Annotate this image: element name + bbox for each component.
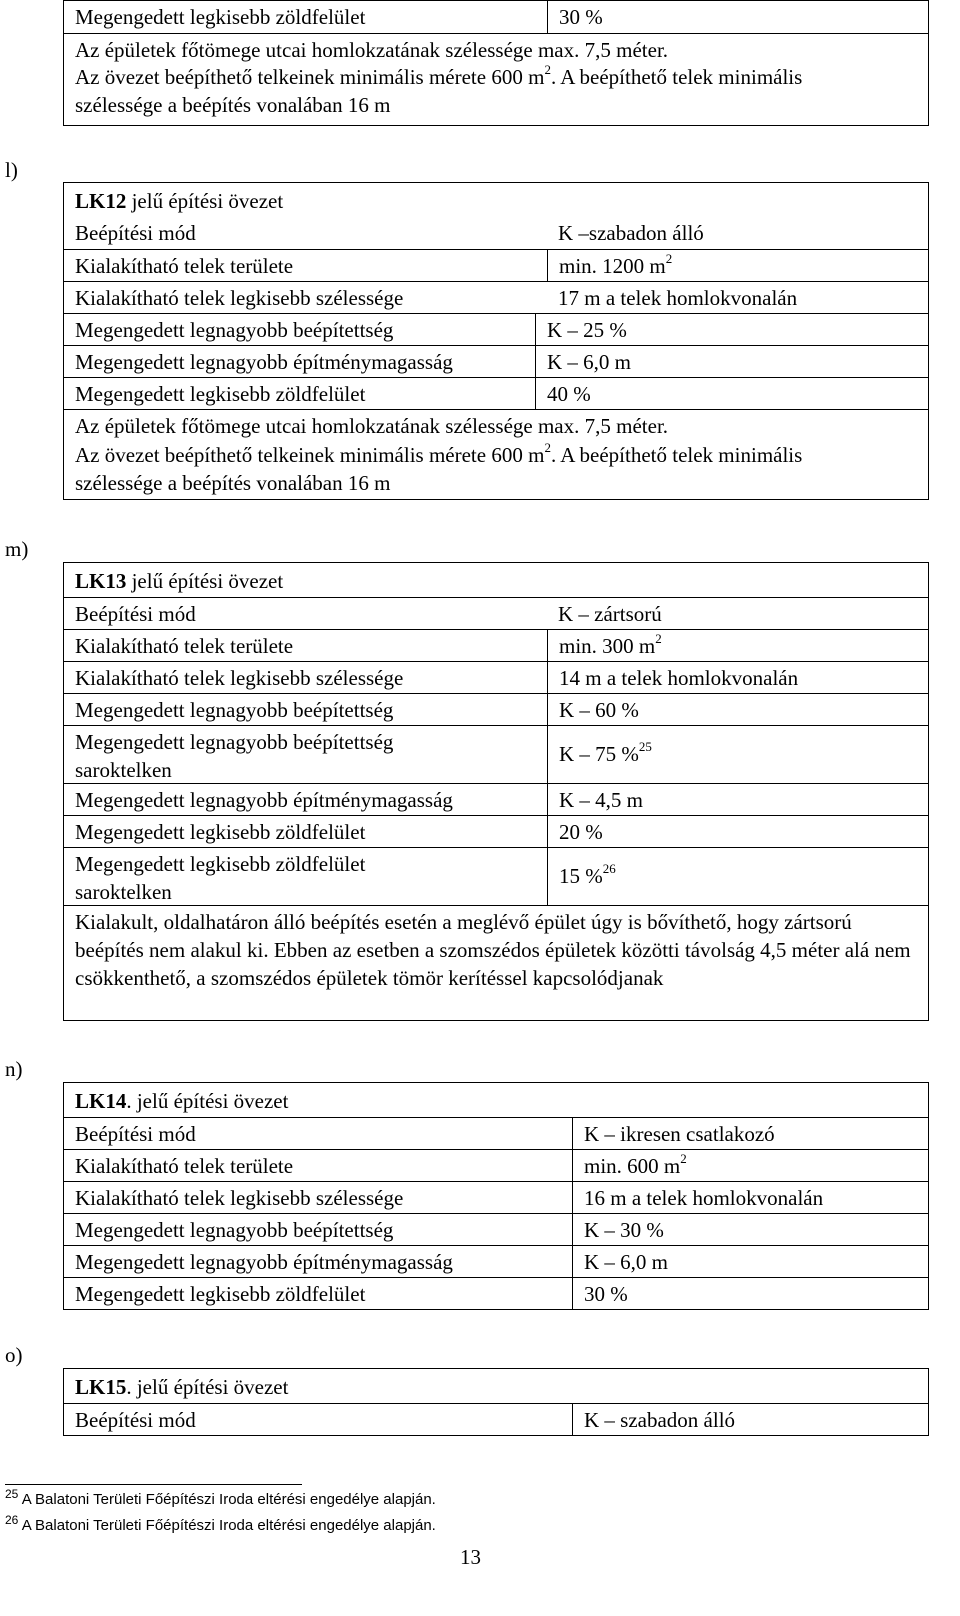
row-value: K – szabadon álló xyxy=(572,1404,928,1435)
row-value: 17 m a telek homlokvonalán xyxy=(558,286,798,310)
row-label: Megengedett legnagyobb beépítettség xyxy=(75,318,394,342)
row-label: Megengedett legkisebb zöldfelület saroktelken xyxy=(75,852,366,904)
row-value: K – 75 %$^{25}$ xyxy=(547,726,928,783)
table-row xyxy=(64,629,928,661)
table-row xyxy=(64,409,928,439)
table-row xyxy=(64,217,928,249)
table-row xyxy=(64,661,928,693)
row-label: Megengedett legnagyobb építménymagasság xyxy=(75,350,453,374)
row-label: Kialakítható telek területe xyxy=(75,254,294,278)
row-value: 20 % xyxy=(547,816,928,847)
table-row xyxy=(64,1213,928,1245)
row-value: K – 4,5 m xyxy=(547,784,928,815)
row-label: Megengedett legkisebb zöldfelület xyxy=(75,5,366,29)
row-value: 40 % xyxy=(535,378,928,409)
table-row xyxy=(64,597,928,629)
row-value: 30 % xyxy=(572,1278,928,1309)
row-value: K – zártsorú xyxy=(558,602,662,626)
row-value: 16 m a telek homlokvonalán xyxy=(572,1182,928,1213)
row-value: K –szabadon álló xyxy=(558,221,704,245)
table-lk15 xyxy=(63,1368,929,1436)
row-label: Megengedett legkisebb zöldfelület xyxy=(75,382,366,406)
table-row xyxy=(64,249,928,281)
row-value: min. 1200 $m^2$ xyxy=(547,250,928,281)
zone-title: LK12 jelű építési övezet xyxy=(75,189,284,213)
row-value: min. 600 $m^2$ xyxy=(572,1150,928,1181)
row-note: Kialakult, oldalhatáron álló beépítés esetén a meglévő épület úgy is bővíthető, hogy zártsorú beépítés nem alakul ki. Ebben az esetben a szomszédos épületek közötti távolság 4,5 méter alá nem csökkenthető, a szomszédos épületek tömör kerítéssel kapcsolódjanak xyxy=(75,910,911,990)
row-value: min. 300 $m^2$ xyxy=(547,630,928,661)
row-label: Megengedett legkisebb zöldfelület xyxy=(75,1282,366,1306)
table-prev-zone xyxy=(63,0,929,126)
row-label: Megengedett legnagyobb beépítettség saroktelken xyxy=(75,730,394,782)
zone-title: LK15. jelű építési övezet xyxy=(75,1375,289,1399)
row-value: K – 6,0 m xyxy=(572,1246,928,1277)
table-row xyxy=(64,693,928,725)
zone-title: LK13 jelű építési övezet xyxy=(75,569,284,593)
table-row xyxy=(64,313,928,345)
footnote-separator xyxy=(5,1484,302,1485)
table-title-row xyxy=(64,1083,928,1117)
table-row xyxy=(64,281,928,313)
table-row xyxy=(64,1,928,33)
footnote-25: $^{25}$ A Balatoni Területi Főépítészi Iroda eltérési engedélye alapján. xyxy=(5,1487,436,1508)
table-lk14 xyxy=(63,1082,929,1310)
table-row xyxy=(64,905,928,1020)
row-label: Kialakítható telek területe xyxy=(75,634,294,658)
table-row xyxy=(64,1149,928,1181)
table-row xyxy=(64,61,928,125)
item-label-l: l) xyxy=(5,158,18,182)
table-row xyxy=(64,783,928,815)
item-label-n: n) xyxy=(5,1057,23,1081)
table-title-row xyxy=(64,1369,928,1403)
row-label: Megengedett legnagyobb építménymagasság xyxy=(75,788,453,812)
table-row xyxy=(64,33,928,61)
table-title-row xyxy=(64,183,928,217)
row-label: Megengedett legnagyobb beépítettség xyxy=(75,1218,394,1242)
row-label: Megengedett legnagyobb beépítettség xyxy=(75,698,394,722)
row-note: Az övezet beépíthető telkeinek minimális mérete 600 $m^2$. A beépíthető telek minimális szélessége a beépítés vonalában 16 m xyxy=(75,62,803,117)
table-row xyxy=(64,725,928,783)
row-label: Beépítési mód xyxy=(75,1122,196,1146)
table-row xyxy=(64,1245,928,1277)
item-label-m: m) xyxy=(5,537,29,561)
row-value: K – 30 % xyxy=(572,1214,928,1245)
row-label: Kialakítható telek legkisebb szélessége xyxy=(75,666,404,690)
row-label: Megengedett legnagyobb építménymagasság xyxy=(75,1250,453,1274)
row-value: 30 % xyxy=(547,1,928,33)
table-row xyxy=(64,1403,928,1435)
table-lk12 xyxy=(63,182,929,500)
row-label: Kialakítható telek területe xyxy=(75,1154,294,1178)
table-row xyxy=(64,1117,928,1149)
zone-title: LK14. jelű építési övezet xyxy=(75,1089,289,1113)
table-row xyxy=(64,377,928,409)
row-note: Az épületek főtömege utcai homlokzatának szélessége max. 7,5 méter. xyxy=(75,414,669,438)
row-note: Az épületek főtömege utcai homlokzatának szélessége max. 7,5 méter. xyxy=(75,38,669,62)
table-lk13 xyxy=(63,562,929,1021)
table-row xyxy=(64,847,928,905)
row-label: Beépítési mód xyxy=(75,221,196,245)
table-row xyxy=(64,439,928,499)
row-value: 15 %$^{26}$ xyxy=(547,848,928,905)
row-note: Az övezet beépíthető telkeinek minimális mérete 600 $m^2$. A beépíthető telek minimális szélessége a beépítés vonalában 16 m xyxy=(75,440,803,495)
table-title-row xyxy=(64,563,928,597)
item-label-o: o) xyxy=(5,1343,23,1367)
row-label: Beépítési mód xyxy=(75,1408,196,1432)
table-row xyxy=(64,1277,928,1309)
row-label: Kialakítható telek legkisebb szélessége xyxy=(75,286,404,310)
footnote-26: $^{26}$ A Balatoni Területi Főépítészi Iroda eltérési engedélye alapján. xyxy=(5,1513,436,1534)
row-label: Beépítési mód xyxy=(75,602,196,626)
table-row xyxy=(64,1181,928,1213)
row-label: Kialakítható telek legkisebb szélessége xyxy=(75,1186,404,1210)
page-number: 13 xyxy=(460,1545,481,1569)
row-value: K – ikresen csatlakozó xyxy=(572,1118,928,1149)
row-value: K – 60 % xyxy=(547,694,928,725)
row-value: K – 25 % xyxy=(535,314,928,345)
table-row xyxy=(64,345,928,377)
row-label: Megengedett legkisebb zöldfelület xyxy=(75,820,366,844)
row-value: K – 6,0 m xyxy=(535,346,928,377)
row-value: 14 m a telek homlokvonalán xyxy=(547,662,928,693)
table-row xyxy=(64,815,928,847)
